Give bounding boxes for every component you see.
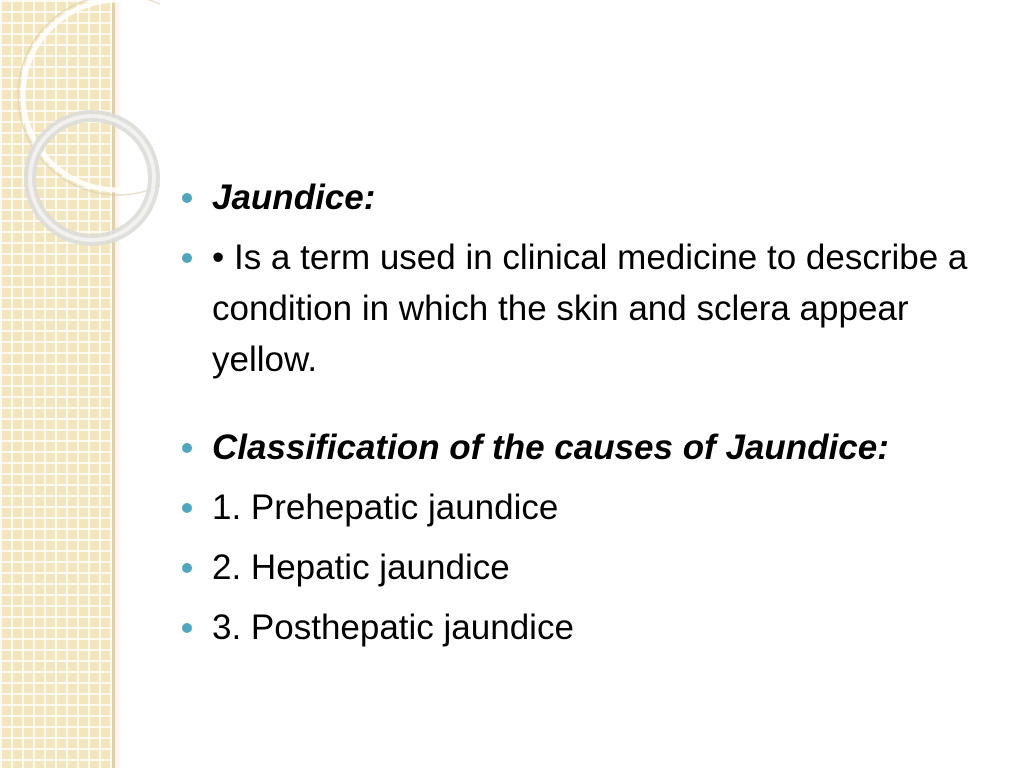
list-item-jaundice-heading	[182, 172, 982, 223]
posthepatic-text: 3. Posthepatic jaundice	[212, 608, 574, 647]
definition-text: • Is a term used in clinical medicine to describe a condition in which the skin and sclera appear yellow.	[212, 238, 968, 379]
bullet-dot-icon	[182, 563, 192, 573]
bullet-list	[182, 172, 982, 662]
bullet-dot-icon	[182, 503, 192, 513]
list-item-hepatic	[182, 542, 982, 593]
list-item-definition	[182, 232, 982, 385]
prehepatic-text: 1. Prehepatic jaundice	[212, 488, 559, 527]
list-item-posthepatic	[182, 602, 982, 653]
bullet-dot-icon	[182, 623, 192, 633]
heading-jaundice: Jaundice:	[212, 178, 376, 217]
hepatic-text: 2. Hepatic jaundice	[212, 548, 510, 587]
heading-classification: Classification of the causes of Jaundice:	[212, 428, 889, 467]
decorative-rings-graphic	[0, 0, 160, 260]
bullet-dot-icon	[182, 193, 192, 203]
bullet-dot-icon	[182, 443, 192, 453]
list-item-classification-heading	[182, 422, 982, 473]
list-item-prehepatic	[182, 482, 982, 533]
bullet-dot-icon	[182, 253, 192, 263]
